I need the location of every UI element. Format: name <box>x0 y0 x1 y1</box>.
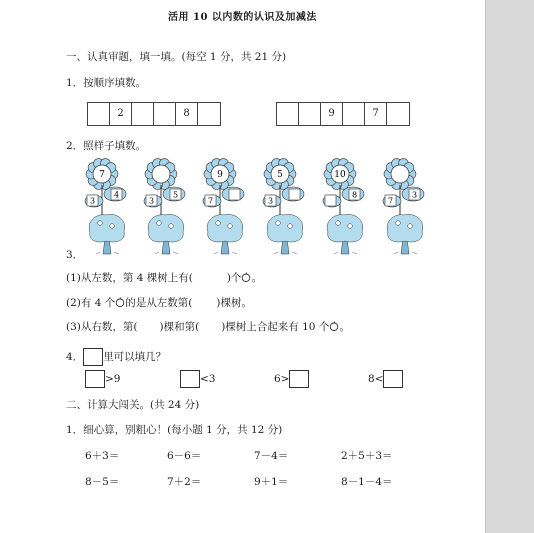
section-1-heading: 一、认真审题，填一填。(每空 1 分，共 21 分) <box>66 51 287 63</box>
calc-item: 7＋2＝ <box>167 476 202 488</box>
sequence-cell[interactable]: 8 <box>176 103 198 125</box>
flower-number-right: 8 <box>351 190 358 200</box>
sequence-cell[interactable] <box>88 103 110 125</box>
page-gutter <box>485 0 534 533</box>
sequence-cell[interactable] <box>343 103 365 125</box>
calc-item: 8－5＝ <box>85 476 120 488</box>
q4-label-pre: 4． <box>66 351 84 363</box>
calc-item: 8－1－4＝ <box>341 476 393 488</box>
sequence-row-a <box>87 102 221 126</box>
apple-tree <box>84 210 130 256</box>
q4-item-4 <box>368 370 403 388</box>
answer-box[interactable] <box>383 370 403 388</box>
section-2-heading: 二、计算大闯关。(共 24 分) <box>66 399 200 411</box>
sequence-cell[interactable] <box>299 103 321 125</box>
flower-number-right: 5 <box>172 190 179 200</box>
apple-tree <box>202 210 248 256</box>
calc-item: 7－4＝ <box>254 450 289 462</box>
number-flower <box>143 158 187 216</box>
q3-2-text: (2)有 4 个 <box>66 297 116 309</box>
q3-2-text-end: )棵树。 <box>216 297 252 309</box>
answer-box[interactable] <box>180 370 200 388</box>
question-3-item-2 <box>66 297 252 309</box>
answer-box-icon <box>83 348 103 366</box>
q3-1-text: (1)从左数，第 4 棵树上有( <box>66 272 193 284</box>
apple-tree <box>143 210 189 256</box>
q3-3-text: (3)从右数，第( <box>66 321 138 333</box>
sequence-cell[interactable] <box>387 103 409 125</box>
q3-3-text-mid: )棵和第( <box>159 321 200 333</box>
calc-label: 1．细心算，别粗心！(每小题 1 分，共 12 分) <box>66 424 283 436</box>
flower-number-right: 3 <box>411 190 418 200</box>
q3-1-period: 。 <box>251 272 262 284</box>
q4-item-3 <box>274 370 309 388</box>
answer-box[interactable] <box>289 370 309 388</box>
sequence-cell[interactable] <box>132 103 154 125</box>
sequence-cell[interactable]: 7 <box>365 103 387 125</box>
number-flower <box>202 158 246 216</box>
calc-item: 9＋1＝ <box>254 476 289 488</box>
q3-3-text-after: )棵树上合起来有 10 个 <box>221 321 330 333</box>
number-flower <box>382 158 426 216</box>
number-flower <box>322 158 366 216</box>
apple-icon <box>329 321 339 331</box>
answer-box[interactable] <box>85 370 105 388</box>
flower-number-right: 4 <box>113 190 120 200</box>
flower-number-left: 7 <box>387 196 394 206</box>
flower-number-left: 7 <box>207 196 214 206</box>
apple-tree <box>262 210 308 256</box>
sequence-cell[interactable] <box>277 103 299 125</box>
apple-tree <box>322 210 368 256</box>
flower-number-left: 3 <box>89 196 96 206</box>
question-3-label: 3． <box>66 249 84 261</box>
flower-number-top: 9 <box>217 170 223 180</box>
q4-label-post: 里可以填几？ <box>103 351 167 363</box>
calc-item: 6＋3＝ <box>85 450 120 462</box>
sequence-cell[interactable] <box>198 103 220 125</box>
q3-2-text-after: 的是从左数第( <box>125 297 193 309</box>
number-flower <box>84 158 128 216</box>
apple-icon <box>241 272 251 282</box>
question-1-label: 1．按顺序填数。 <box>66 77 147 89</box>
question-2-label: 2．照样子填数。 <box>66 140 147 152</box>
q4-op: >9 <box>105 373 121 385</box>
apple-tree <box>382 210 428 256</box>
calc-item: 2＋5＋3＝ <box>341 450 393 462</box>
question-3-item-3 <box>66 321 350 333</box>
sequence-cell[interactable]: 9 <box>321 103 343 125</box>
flower-number-top: 7 <box>99 170 105 180</box>
number-flower <box>262 158 306 216</box>
q4-op: 8< <box>368 373 384 385</box>
q3-3-period: 。 <box>339 321 350 333</box>
flower-number-left: 3 <box>267 196 274 206</box>
question-3-item-1 <box>66 272 262 284</box>
q4-op: 6> <box>274 373 290 385</box>
flower-number-left: 3 <box>148 196 155 206</box>
q3-1-text-after: )个 <box>226 272 242 284</box>
sequence-cell[interactable]: 2 <box>110 103 132 125</box>
q4-item-2 <box>180 370 215 388</box>
question-4-label <box>66 348 166 366</box>
sequence-cell[interactable] <box>154 103 176 125</box>
calc-item: 6－6＝ <box>167 450 202 462</box>
sequence-row-b <box>276 102 410 126</box>
flower-number-top: 10 <box>334 170 346 180</box>
q4-op: <3 <box>200 373 216 385</box>
apple-icon <box>115 297 125 307</box>
flower-number-top: 5 <box>277 170 283 180</box>
q4-item-1 <box>85 370 120 388</box>
page-title: 活用 10 以内数的认识及加减法 <box>168 12 317 23</box>
